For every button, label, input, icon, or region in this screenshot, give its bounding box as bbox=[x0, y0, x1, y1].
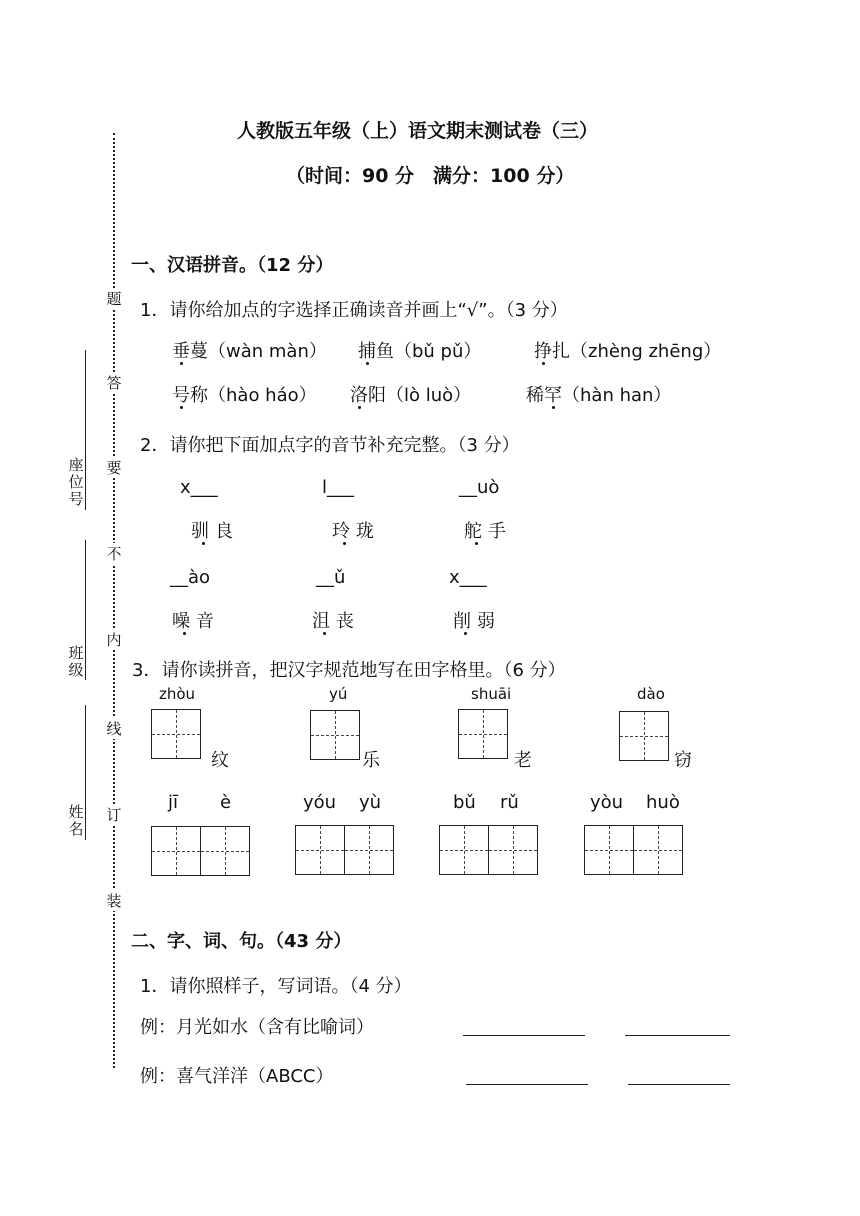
q2-word: 驯良 bbox=[191, 521, 239, 542]
q3-prompt: 3．请你读拼音，把汉字规范地写在田字格里。（6 分） bbox=[132, 660, 566, 681]
q1-item[interactable]: 捕鱼（bǔ pǔ） bbox=[358, 341, 482, 362]
binding-char: 内 bbox=[106, 631, 122, 649]
tianzige-box[interactable] bbox=[619, 711, 669, 761]
q3-char: 窃 bbox=[674, 750, 692, 771]
s2-q1-prompt: 1．请你照样子，写词语。（4 分） bbox=[140, 976, 412, 997]
q3-pinyin: yú bbox=[329, 685, 348, 703]
page-title: 人教版五年级（上）语文期末测试卷（三） bbox=[237, 120, 599, 142]
class-blank[interactable] bbox=[85, 540, 86, 680]
q2-pinyin-blank[interactable]: __uò bbox=[459, 477, 500, 498]
q3-pinyin: yù bbox=[359, 792, 382, 813]
name-label: 姓名 bbox=[68, 803, 84, 838]
q3-pinyin: zhòu bbox=[159, 685, 196, 703]
q1-item[interactable]: 垂蔓（wàn màn） bbox=[172, 341, 327, 362]
q2-word: 舵手 bbox=[464, 521, 512, 542]
tianzige-box[interactable] bbox=[200, 826, 250, 876]
binding-char: 不 bbox=[106, 545, 122, 563]
q3-pinyin: dào bbox=[637, 685, 665, 703]
binding-dotted-line bbox=[113, 133, 115, 1068]
q3-pinyin: shuāi bbox=[471, 685, 512, 703]
q3-char: 乐 bbox=[362, 750, 380, 771]
dotted-char: 罕 bbox=[544, 385, 562, 406]
binding-char: 题 bbox=[106, 290, 122, 308]
q2-word: 玲珑 bbox=[332, 521, 380, 542]
q2-pinyin-blank[interactable]: l___ bbox=[322, 477, 355, 498]
q2-word: 沮丧 bbox=[312, 611, 360, 632]
q3-char: 纹 bbox=[211, 750, 229, 771]
answer-blank[interactable] bbox=[463, 1035, 585, 1036]
q2-pinyin-blank[interactable]: x___ bbox=[180, 477, 218, 498]
binding-char: 装 bbox=[106, 892, 122, 910]
section2-heading: 二、字、词、句。（43 分） bbox=[131, 931, 352, 952]
tianzige-box[interactable] bbox=[584, 825, 634, 875]
dotted-char: 号 bbox=[172, 385, 190, 406]
s2-example: 例：喜气洋洋（ABCC） bbox=[140, 1066, 334, 1087]
q1-item[interactable]: 洛阳（lò luò） bbox=[350, 385, 472, 406]
q3-pinyin: yóu bbox=[303, 792, 337, 813]
q3-pinyin: è bbox=[220, 792, 232, 813]
q1-item[interactable]: 号称（hào háo） bbox=[172, 385, 317, 406]
q3-char: 老 bbox=[514, 750, 532, 771]
q2-pinyin-blank[interactable]: __ào bbox=[170, 567, 211, 588]
answer-blank[interactable] bbox=[628, 1084, 730, 1085]
q2-prompt: 2．请你把下面加点字的音节补充完整。（3 分） bbox=[140, 435, 520, 456]
dotted-char: 捕 bbox=[358, 341, 376, 362]
q3-pinyin: yòu bbox=[590, 792, 624, 813]
tianzige-box[interactable] bbox=[439, 825, 489, 875]
q3-pinyin: jī bbox=[168, 792, 179, 813]
class-label: 班级 bbox=[68, 644, 84, 679]
binding-char: 线 bbox=[106, 720, 122, 738]
tianzige-box[interactable] bbox=[633, 825, 683, 875]
seat-number-blank[interactable] bbox=[85, 350, 86, 510]
tianzige-box[interactable] bbox=[344, 825, 394, 875]
answer-blank[interactable] bbox=[625, 1035, 730, 1036]
q2-pinyin-blank[interactable]: __ǔ bbox=[316, 567, 346, 588]
dotted-char: 洛 bbox=[350, 385, 368, 406]
tianzige-box[interactable] bbox=[488, 825, 538, 875]
page-subtitle: （时间：90 分 满分：100 分） bbox=[286, 165, 575, 187]
q2-pinyin-blank[interactable]: x___ bbox=[449, 567, 487, 588]
dotted-char: 挣 bbox=[534, 341, 552, 362]
tianzige-box[interactable] bbox=[310, 710, 360, 760]
binding-char: 答 bbox=[106, 374, 122, 392]
binding-char: 要 bbox=[106, 459, 122, 477]
q1-item[interactable]: 稀罕（hàn han） bbox=[526, 385, 672, 406]
name-blank[interactable] bbox=[85, 705, 86, 840]
tianzige-box[interactable] bbox=[151, 826, 201, 876]
s2-example: 例：月光如水（含有比喻词） bbox=[140, 1017, 374, 1038]
q3-pinyin: bǔ bbox=[453, 792, 476, 813]
q1-prompt: 1．请你给加点的字选择正确读音并画上“√”。（3 分） bbox=[140, 300, 568, 321]
binding-char: 订 bbox=[106, 806, 122, 824]
q3-pinyin: huò bbox=[646, 792, 680, 813]
q1-item[interactable]: 挣扎（zhèng zhēng） bbox=[534, 341, 722, 362]
section1-heading: 一、汉语拼音。（12 分） bbox=[131, 255, 334, 276]
tianzige-box[interactable] bbox=[295, 825, 345, 875]
seat-number-label: 座位号 bbox=[68, 456, 84, 508]
answer-blank[interactable] bbox=[466, 1084, 588, 1085]
tianzige-box[interactable] bbox=[151, 709, 201, 759]
q3-pinyin: rǔ bbox=[500, 792, 519, 813]
q2-word: 削弱 bbox=[453, 611, 501, 632]
dotted-char: 垂 bbox=[172, 341, 190, 362]
q2-word: 噪音 bbox=[172, 611, 220, 632]
tianzige-box[interactable] bbox=[458, 709, 508, 759]
